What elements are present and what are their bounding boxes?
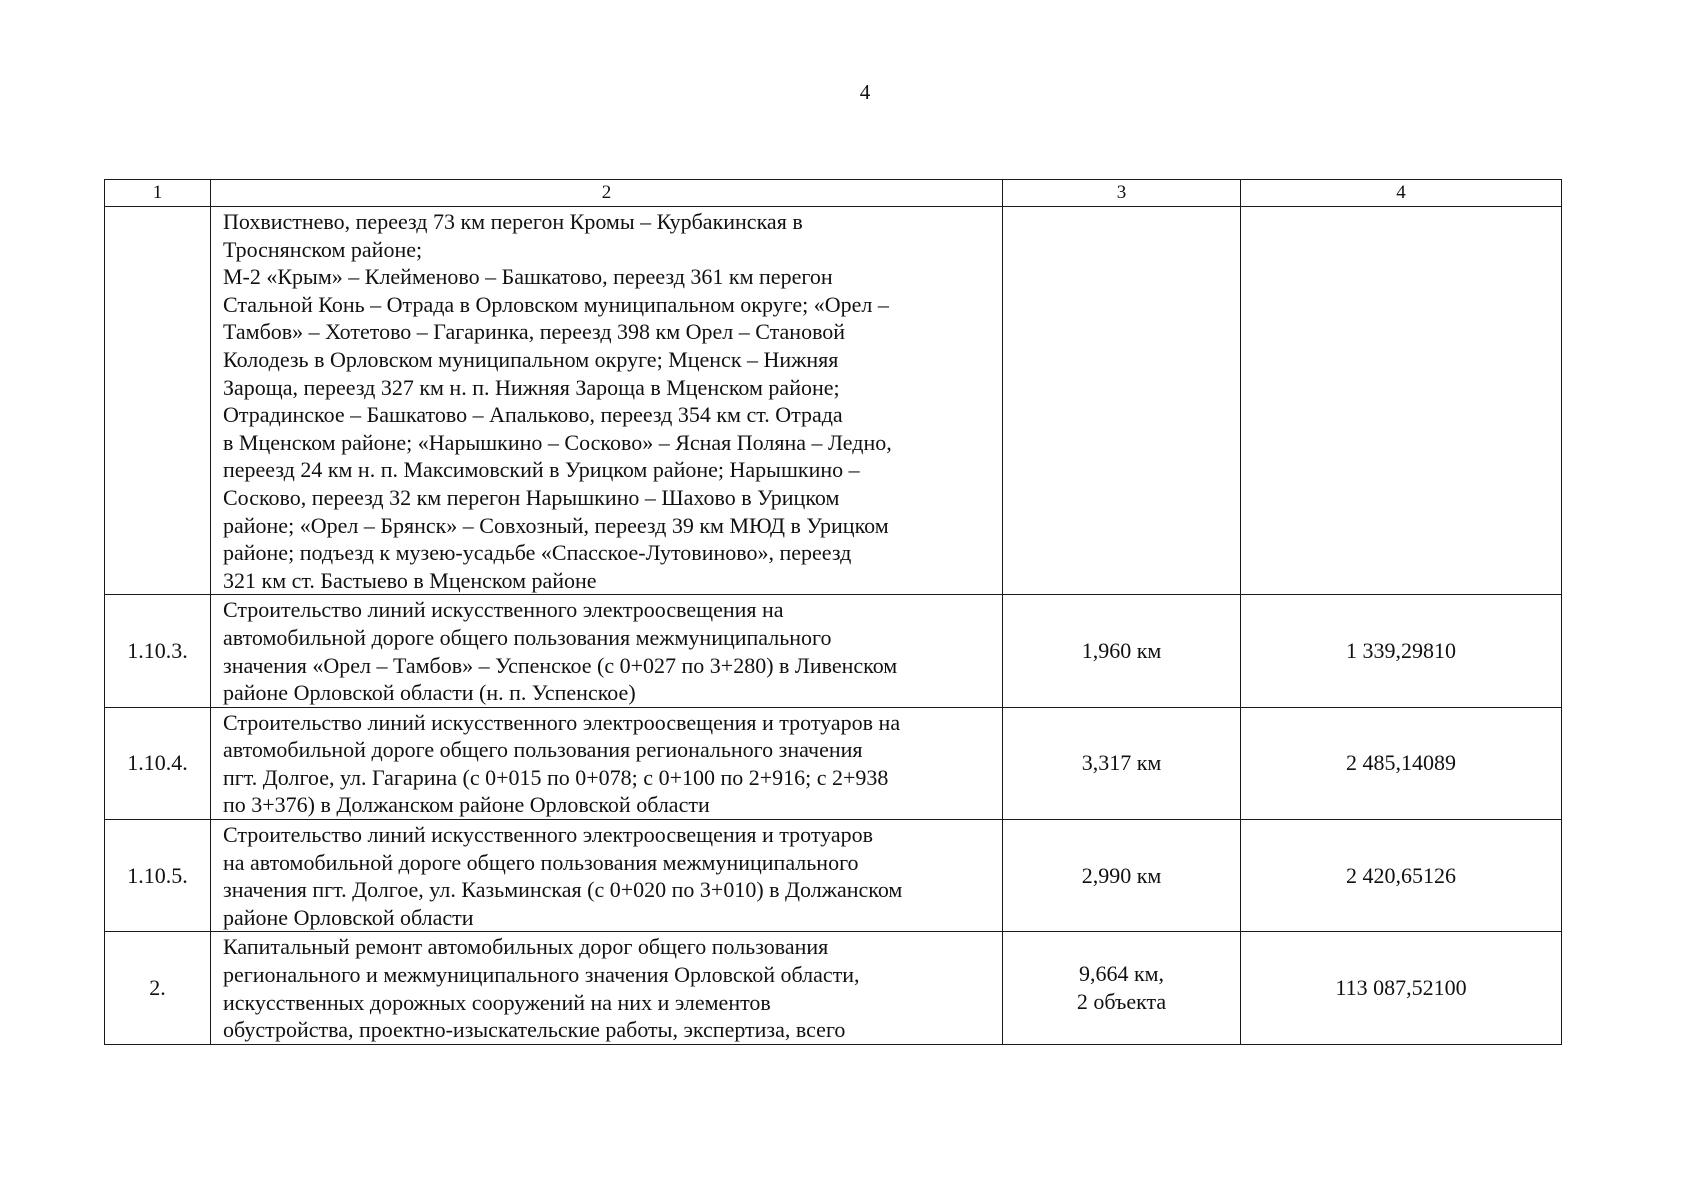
description-line: М-2 «Крым» – Клейменово – Башкатово, переезд 361 км перегон [223, 264, 833, 290]
quantity-cell [1003, 820, 1241, 932]
description-line: Колодезь в Орловском муниципальном округе; Мценск – Нижняя [223, 346, 839, 372]
table-body [105, 180, 1562, 1045]
amount-cell: 2 420,65126 [1241, 820, 1562, 932]
table-row [105, 707, 1562, 819]
quantity-line: 2,990 км [1081, 862, 1162, 888]
description-line: 321 км ст. Бастыево в Мценском районе [223, 567, 597, 593]
quantity-line: 9,664 км, [1078, 961, 1165, 987]
column-header-3: 3 [1003, 180, 1241, 207]
description-line: районе Орловской области [223, 904, 474, 930]
quantity-cell [1003, 932, 1241, 1044]
description-line: Отрадинское – Башкатово – Апальково, переезд 354 км ст. Отрада [223, 402, 843, 428]
description-line: значения пгт. Долгое, ул. Казьминская (с 0+020 по 3+010) в Должанском [223, 877, 903, 903]
description-line: автомобильной дороге общего пользования межмуниципального [223, 624, 832, 650]
description-line: обустройства, проектно-изыскательские работы, экспертиза, всего [223, 1017, 846, 1043]
description-cell [211, 207, 1003, 595]
description-line: районе Орловской области (н. п. Успенское) [223, 680, 636, 706]
amount-cell: 1 339,29810 [1241, 595, 1562, 707]
description-line: Капитальный ремонт автомобильных дорог общего пользования [223, 934, 829, 960]
description-line: пгт. Долгое, ул. Гагарина (с 0+015 по 0+078; с 0+100 по 2+916; с 2+938 [223, 764, 889, 790]
description-line: Зароща, переезд 327 км н. п. Нижняя Зароща в Мценском районе; [223, 374, 840, 400]
quantity-line: 1,960 км [1081, 638, 1162, 663]
description-line: искусственных дорожных сооружений на них и элементов [223, 989, 771, 1015]
description-cell [211, 707, 1003, 819]
row-number-cell: 2. [105, 932, 211, 1044]
description-line: по 3+376) в Должанском районе Орловской области [223, 792, 710, 818]
row-number-cell: 1.10.5. [105, 820, 211, 932]
description-line: регионального и межмуниципального значения Орловской области, [223, 962, 860, 988]
quantity-cell [1003, 595, 1241, 707]
description-cell [211, 932, 1003, 1044]
description-cell [211, 595, 1003, 707]
description-line: на автомобильной дороге общего пользования межмуниципального [223, 849, 859, 875]
description-cell [211, 820, 1003, 932]
description-line: Строительство линий искусственного электроосвещения на [223, 597, 784, 623]
budget-table [104, 179, 1562, 1045]
table-header-row [105, 180, 1562, 207]
quantity-line: 2 объекта [1076, 989, 1167, 1015]
table-row [105, 595, 1562, 707]
description-line: Строительство линий искусственного электроосвещения и тротуаров [223, 822, 874, 848]
column-header-2: 2 [211, 180, 1003, 207]
column-header-1: 1 [105, 180, 211, 207]
description-line: районе; подъезд к музею-усадьбе «Спасское-Лутовиново», переезд [223, 540, 852, 566]
page-number: 4 [859, 80, 871, 104]
description-line: переезд 24 км н. п. Максимовский в Урицком районе; Нарышкино – [223, 457, 860, 483]
table-row [105, 820, 1562, 932]
description-line: районе; «Орел – Брянск» – Совхозный, переезд 39 км МЮД в Урицком [223, 512, 889, 538]
description-line: Тамбов» – Хотетово – Гагаринка, переезд 398 км Орел – Становой [223, 319, 846, 345]
row-number-cell [105, 207, 211, 595]
description-line: автомобильной дороге общего пользования регионального значения [223, 737, 863, 763]
table-row [105, 207, 1562, 595]
amount-cell: 113 087,52100 [1241, 932, 1562, 1044]
description-line: значения «Орел – Тамбов» – Успенское (с 0+027 по 3+280) в Ливенском [223, 652, 898, 678]
amount-cell: 2 485,14089 [1241, 707, 1562, 819]
table-row [105, 932, 1562, 1044]
quantity-cell [1003, 707, 1241, 819]
description-line: Похвистнево, переезд 73 км перегон Кромы – Курбакинская в [223, 209, 803, 234]
description-line: в Мценском районе; «Нарышкино – Сосково» – Ясная Поляна – Ледно, [223, 429, 892, 455]
row-number-cell: 1.10.3. [105, 595, 211, 707]
row-number-cell: 1.10.4. [105, 707, 211, 819]
description-line: Строительство линий искусственного электроосвещения и тротуаров на [223, 709, 901, 735]
amount-cell [1241, 207, 1562, 595]
description-line: Троснянском районе; [223, 236, 423, 262]
column-header-4: 4 [1241, 180, 1562, 207]
quantity-line: 3,317 км [1081, 750, 1162, 776]
description-line: Стальной Конь – Отрада в Орловском муниципальном округе; «Орел – [223, 291, 889, 317]
quantity-cell [1003, 207, 1241, 595]
description-line: Сосково, переезд 32 км перегон Нарышкино – Шахово в Урицком [223, 484, 840, 510]
